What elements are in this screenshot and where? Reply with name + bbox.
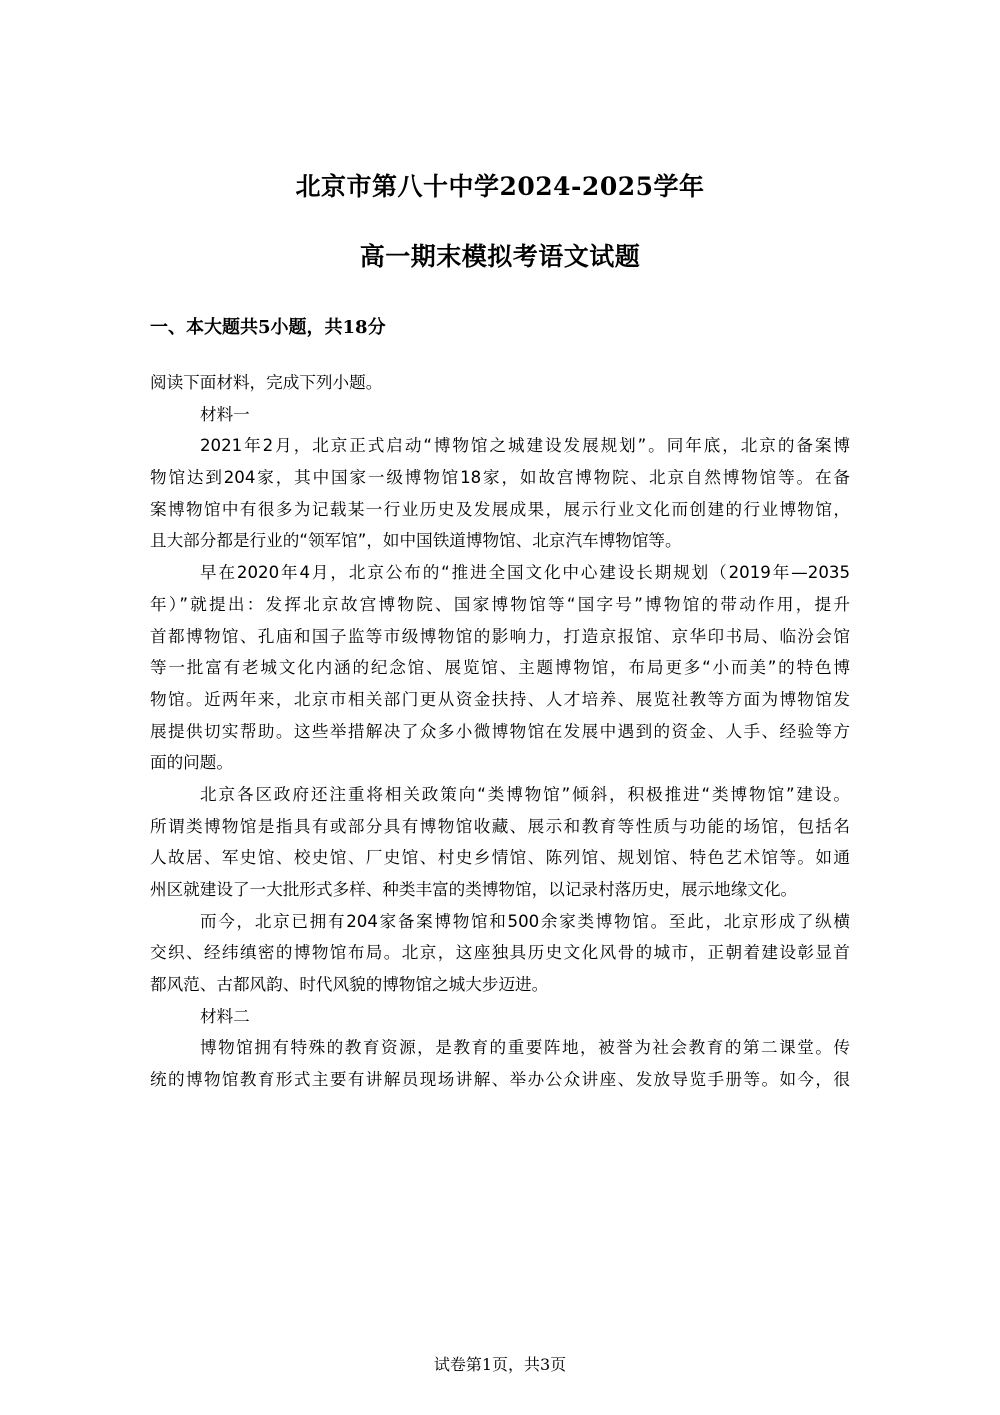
passage-line: 2021年2月，北京正式启动“博物馆之城建设发展规划”。同年底，北京的备案博 — [200, 436, 850, 456]
section-heading: 一、本大题共5小题，共18分 — [150, 317, 386, 338]
passage-line: 人故居、军史馆、校史馆、厂史馆、村史乡情馆、陈列馆、规划馆、特色艺术馆等。如通 — [150, 848, 850, 868]
material-label: 材料一 — [200, 404, 250, 424]
exam-title-line1: 北京市第八十中学2024-2025学年 — [295, 172, 705, 201]
passage-line: 首都博物馆、孔庙和国子监等市级博物馆的影响力，打造京报馆、京华印书局、临汾会馆 — [150, 626, 850, 646]
passage-line: 年）”就提出：发挥北京故宫博物院、国家博物馆等“国字号”博物馆的带动作用，提升 — [150, 594, 850, 614]
passage-line: 早在2020年4月，北京公布的“推进全国文化中心建设长期规划（2019年—2035 — [200, 563, 850, 583]
passage-line: 北京各区政府还注重将相关政策向“类博物馆”倾斜，积极推进“类博物馆”建设。 — [200, 784, 850, 804]
passage-line: 物馆。近两年来，北京市相关部门更从资金扶持、人才培养、展览社教等方面为博物馆发 — [150, 689, 850, 709]
passage-line: 而今，北京已拥有204家备案博物馆和500余家类博物馆。至此，北京形成了纵横 — [200, 911, 850, 931]
exam-title-line2: 高一期末模拟考语文试题 — [359, 242, 641, 271]
passage-line: 等一批富有老城文化内涵的纪念馆、展览馆、主题博物馆，布局更多“小而美”的特色博 — [150, 658, 850, 678]
passage-line: 物馆达到204家，其中国家一级博物馆18家，如故宫博物院、北京自然博物馆等。在备 — [150, 468, 850, 488]
passage-line: 交织、经纬缜密的博物馆布局。北京，这座独具历史文化风骨的城市，正朝着建设彰显首 — [150, 943, 850, 963]
passage-line: 且大部分都是行业的“领军馆”，如中国铁道博物馆、北京汽车博物馆等。 — [150, 531, 682, 551]
passage-line: 面的问题。 — [150, 753, 233, 773]
passage-line: 统的博物馆教育形式主要有讲解员现场讲解、举办公众讲座、发放导览手册等。如今，很 — [150, 1070, 850, 1090]
passage-line: 博物馆拥有特殊的教育资源，是教育的重要阵地，被誉为社会教育的第二课堂。传 — [200, 1038, 850, 1058]
passage-line: 州区就建设了一大批形式多样、种类丰富的类博物馆，以记录村落历史，展示地缘文化。 — [150, 880, 798, 899]
page-footer: 试卷第1页，共3页 — [433, 1355, 567, 1374]
passage-line: 案博物馆中有很多为记载某一行业历史及发展成果，展示行业文化而创建的行业博物馆， — [150, 499, 850, 519]
passage-line: 展提供切实帮助。这些举措解决了众多小微博物馆在发展中遇到的资金、人手、经验等方 — [150, 721, 850, 741]
passage-line: 都风范、古都风韵、时代风貌的博物馆之城大步迈进。 — [150, 975, 549, 995]
material-label: 材料二 — [200, 1006, 250, 1026]
passage-line: 所谓类博物馆是指具有或部分具有博物馆收藏、展示和教育等性质与功能的场馆，包括名 — [150, 816, 850, 836]
reading-passage — [150, 367, 850, 1096]
instruction-line: 阅读下面材料，完成下列小题。 — [150, 373, 383, 392]
